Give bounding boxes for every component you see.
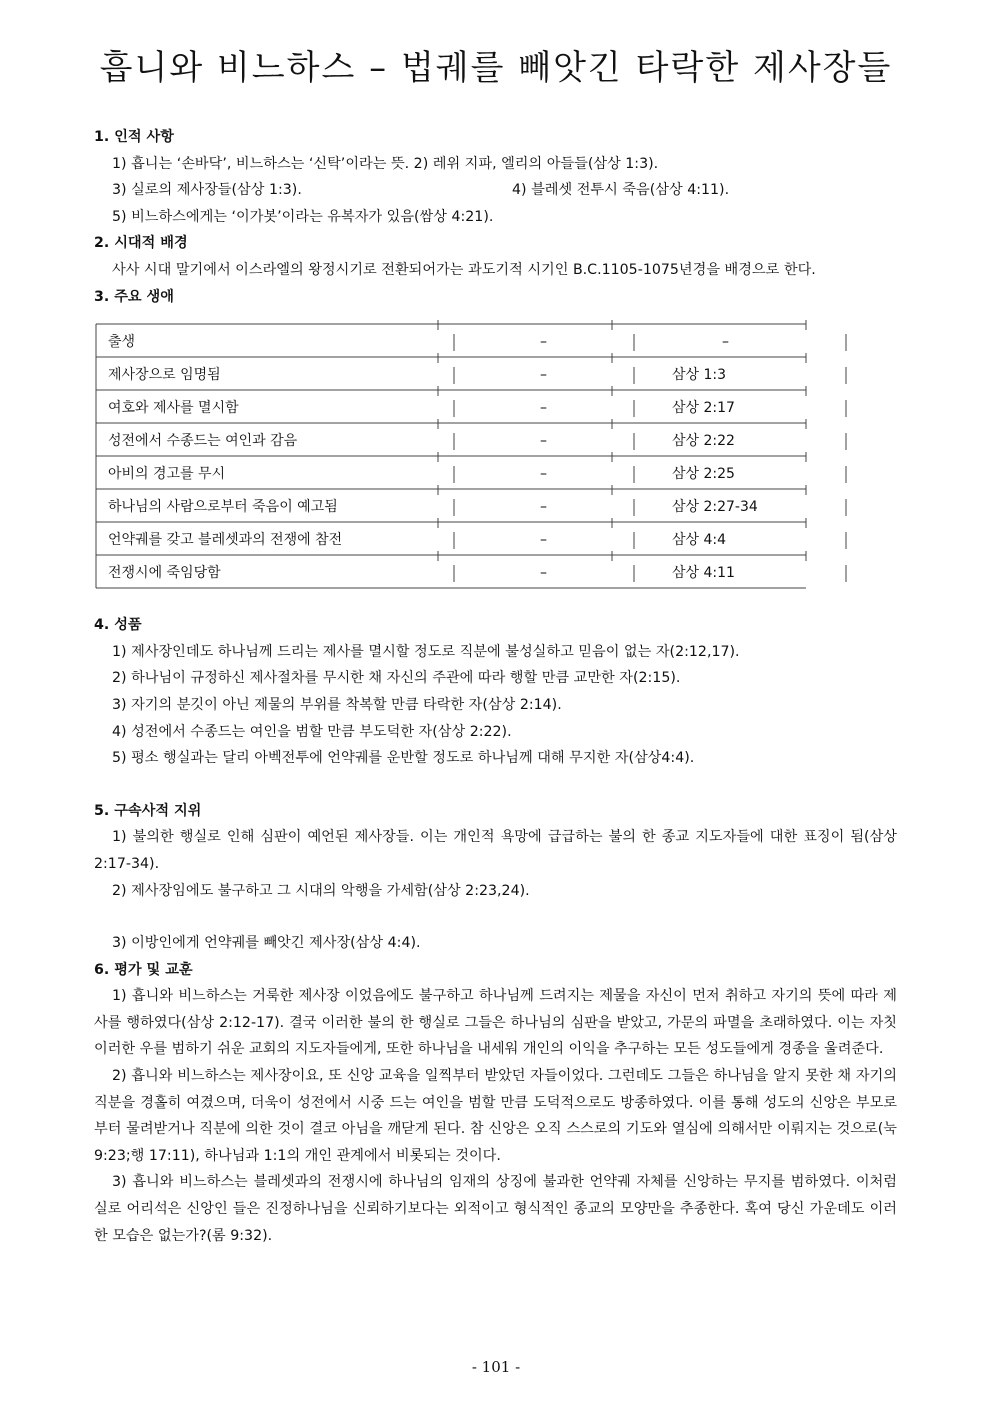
section-1-line-1: 1) 흡니는 ‘손바닥’, 비느하스는 ‘신탁’이라는 뜻. 2) 레위 지파, 엘리의 아들들(삼상 1:3). (112, 155, 659, 172)
life-timeline-table (94, 320, 854, 590)
page-title: 흡니와 비느하스 – 법궤를 빼앗긴 타락한 제사장들 (99, 48, 893, 88)
reference-cell: 삼상 2:17 (672, 400, 735, 417)
reference-cell: – (722, 334, 729, 351)
section-1-line-3: 5) 비느하스에게는 ‘이가봇’이라는 유복자가 있음(쌈상 4:21). (112, 208, 494, 225)
reference-cell: 삼상 4:11 (672, 565, 735, 582)
table-row (94, 359, 854, 392)
table-row (94, 524, 854, 557)
section-5-paragraph-2: 2) 제사장임에도 불구하고 그 시대의 악행을 가세함(삼상 2:23,24). (112, 882, 530, 899)
date-cell: – (540, 400, 547, 417)
section-5-paragraph-1: 1) 불의한 행실로 인해 심판이 예언된 제사장들. 이는 개인적 욕망에 급급하는 불의 한 종교 지도자들에 대한 표징이 됨(삼상 2:17-34). (94, 829, 897, 872)
page-number: - 101 - (471, 1358, 521, 1376)
section-heading-personal: 1. 인적 사항 (94, 129, 174, 145)
table-row (94, 425, 854, 458)
section-6-paragraph-2: 2) 흡니와 비느하스는 제사장이요, 또 신앙 교육을 일찍부터 받았던 자들이었다. 그런데도 그들은 하나님을 알지 못한 채 자기의 직분을 경홀히 여겼으며, 더욱이 성전에서 시중 드는 여인을 범할 만큼 도덕적으로도 방종하였다. 이를 통해 성도의 신앙은 부모로부터 물려받거나 직분에 의한 것이 결코 아님을 깨닫게 된다. 참 신앙은 오직 스스로의 기도와 열심에 의해서만 이뤄지는 것으로(눅 9:23;행 17:11), 하나님과 1:1의 개인 관계에서 비롯되는 것이다. (94, 1068, 897, 1164)
date-cell: – (540, 367, 547, 384)
spacer (94, 772, 897, 798)
section-4-line-1: 1) 제사장인데도 하나님께 드리는 제사를 멸시할 정도로 직분에 불성실하고 믿음이 없는 자(2:12,17). (112, 643, 740, 660)
section-6-paragraph-1: 1) 흡니와 비느하스는 거룩한 제사장 이었음에도 불구하고 하나님께 드려지는 제물을 자신이 먼저 취하고 자기의 뜻에 따라 제사를 행하였다(삼상 2:12-17). 결국 이러한 불의 한 행실로 그들은 하나님의 심판을 받았고, 가문의 파멸을 초래하였다. 이는 자칫 이러한 우를 범하기 쉬운 교회의 지도자들에게, 또한 하나님을 내세워 개인의 이익을 추구하는 모든 성도들에게 경종을 울려준다. (94, 988, 897, 1058)
date-cell: – (540, 433, 547, 450)
date-cell: – (540, 565, 547, 582)
section-5-paragraph-3: 3) 이방인에게 언약궤를 빼앗긴 제사장(삼상 4:4). (112, 935, 421, 952)
section-heading-evaluation: 6. 평가 및 교훈 (94, 961, 193, 978)
reference-cell: 삼상 4:4 (672, 532, 727, 549)
event-cell: 전쟁시에 죽임당함 (108, 565, 221, 582)
event-cell: 출생 (108, 334, 136, 351)
section-heading-life: 3. 주요 생애 (94, 288, 174, 305)
table-row (94, 458, 854, 491)
section-4-line-2: 2) 하나님이 규정하신 제사절차를 무시한 채 자신의 주관에 따라 행할 만큼 교만한 자(2:15). (112, 670, 681, 687)
date-cell: – (540, 532, 547, 549)
section-6-paragraph-3: 3) 흡니와 비느하스는 블레셋과의 전쟁시에 하나님의 임재의 상징에 불과한 언약궤 자체를 신앙하는 무지를 범하였다. 이처럼 실로 어리석은 신앙인 들은 진정하나님을 신뢰하기보다는 외적이고 형식적인 종교의 모양만을 추종한다. 혹여 당신 가운데도 이러한 모습은 없는가?(롬 9:32). (94, 1174, 897, 1244)
section-heading-redemptive: 5. 구속사적 지위 (94, 802, 202, 819)
section-heading-background: 2. 시대적 배경 (94, 235, 188, 252)
section-heading-character: 4. 성품 (94, 617, 142, 634)
table-row (94, 392, 854, 425)
table-row (94, 557, 854, 590)
section-4-line-5: 5) 평소 행실과는 달리 아벡전투에 언약궤를 운반할 정도로 하나님께 대해 무지한 자(삼상4:4). (112, 750, 695, 767)
reference-cell: 삼상 2:22 (672, 433, 735, 450)
section-2-paragraph: 사사 시대 말기에서 이스라엘의 왕정시기로 전환되어가는 과도기적 시기인 B.C.1105-1075년경을 배경으로 한다. (112, 261, 816, 278)
section-4-line-4: 4) 성전에서 수종드는 여인을 범할 만큼 부도덕한 자(삼상 2:22). (112, 723, 512, 740)
date-cell: – (540, 499, 547, 516)
table-row (94, 491, 854, 524)
section-4-line-3: 3) 자기의 분깃이 아닌 제물의 부위를 착복할 만큼 타락한 자(삼상 2:14). (112, 696, 562, 713)
document-body (94, 124, 897, 1249)
event-cell: 여호와 제사를 멸시함 (108, 400, 239, 417)
reference-cell: 삼상 2:27-34 (672, 499, 758, 516)
event-cell: 아비의 경고를 무시 (108, 466, 226, 483)
section-1-line-2 (94, 177, 897, 204)
event-cell: 제사장으로 임명됨 (108, 367, 221, 384)
section-1-item-4: 4) 블레셋 전투시 죽음(삼상 4:11). (512, 182, 730, 199)
table-row (94, 326, 854, 359)
reference-cell: 삼상 1:3 (672, 367, 727, 384)
event-cell: 성전에서 수종드는 여인과 감음 (108, 433, 298, 450)
event-cell: 하나님의 사람으로부터 죽음이 예고됨 (108, 499, 338, 516)
spacer (94, 904, 897, 930)
date-cell: – (540, 334, 547, 351)
event-cell: 언약궤를 갖고 블레셋과의 전쟁에 참전 (108, 532, 343, 549)
date-cell: – (540, 466, 547, 483)
reference-cell: 삼상 2:25 (672, 466, 735, 483)
section-1-item-3: 3) 실로의 제사장들(삼상 1:3). (112, 182, 302, 199)
